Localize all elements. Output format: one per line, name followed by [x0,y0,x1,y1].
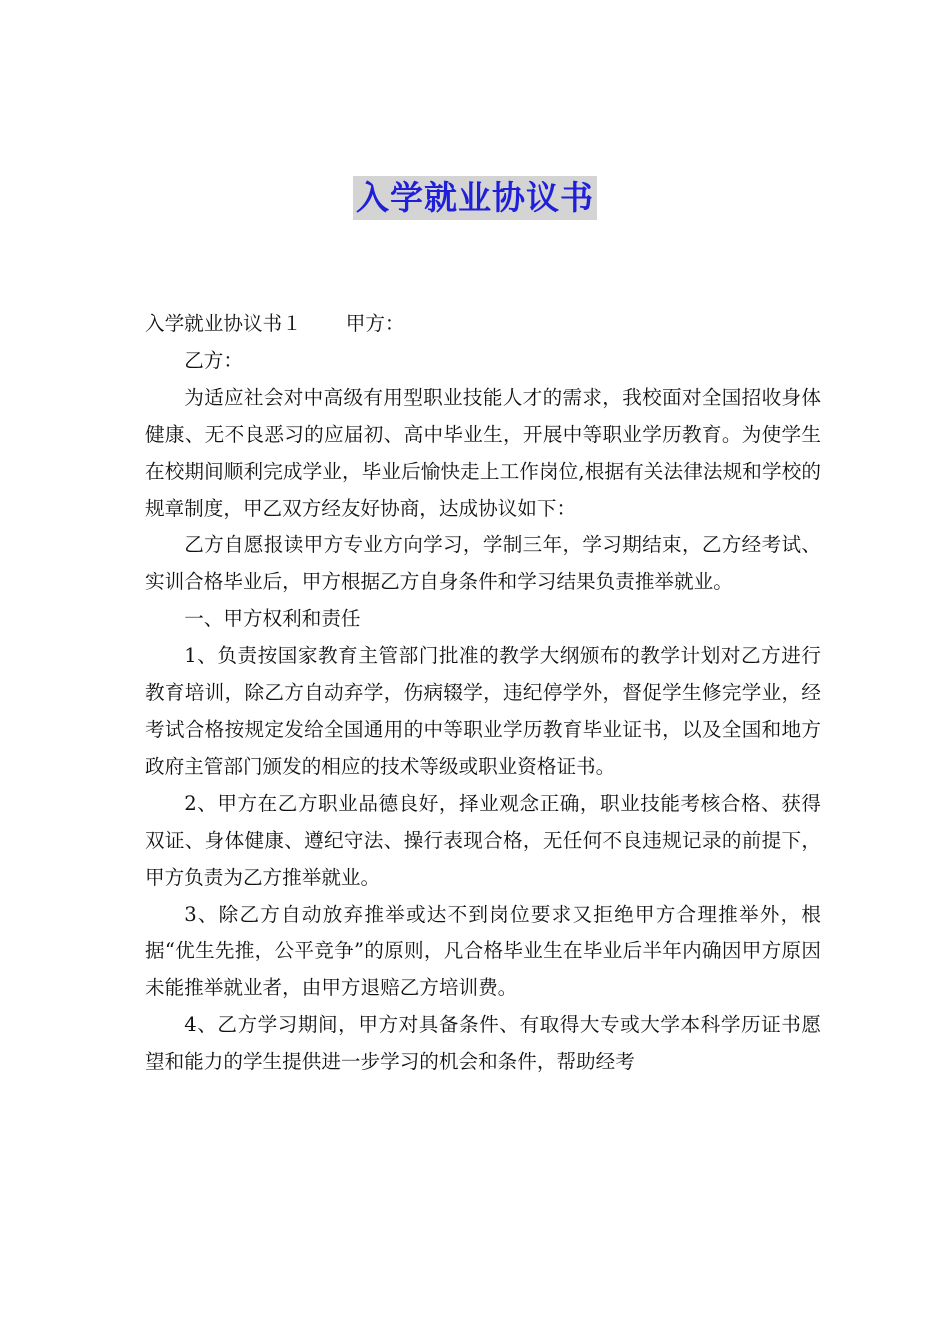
clause-4: 4、乙方学习期间，甲方对具备条件、有取得大专或大学本科学历证书愿望和能力的学生提供进一步学习的机会和条件，帮助经考 [145,1013,821,1074]
agreement-label: 入学就业协议书１ [145,312,302,335]
paragraph-intro: 为适应社会对中高级有用型职业技能人才的需求，我校面对全国招收身体健康、无不良恶习的应届初、高中毕业生，开展中等职业学历教育。为使学生在校期间顺利完成学业，毕业后愉快走上工作岗位,根据有关法律法规和学校的规章制度，甲乙双方经友好协商，达成协议如下： [145,385,821,520]
document-title: 入学就业协议书 [353,176,597,220]
clause-1: 1、负责按国家教育主管部门批准的教学大纲颁布的教学计划对乙方进行教育培训，除乙方自动弃学，伤病辍学，违纪停学外，督促学生修完学业，经考试合格按规定发给全国通用的中等职业学历教育毕业证书，以及全国和地方政府主管部门颁发的相应的技术等级或职业资格证书。 [145,644,821,778]
clause-3: 3、除乙方自动放弃推举或达不到岗位要求又拒绝甲方合理推举外，根据“优生先推，公平竞争”的原则，凡合格毕业生在毕业后半年内确因甲方原因未能推举就业者，由甲方退赔乙方培训费。 [145,902,821,1000]
document-body [145,306,821,1081]
party-b-label: 乙方： [184,348,243,372]
clause-2: 2、甲方在乙方职业品德良好，择业观念正确，职业技能考核合格、获得双证、身体健康、遵纪守法、操行表现合格，无任何不良违规记录的前提下，甲方负责为乙方推举就业。 [145,791,821,889]
party-a-label: 甲方： [345,312,405,335]
header-line [145,306,821,343]
title-container [0,176,950,220]
section-heading-party-a: 一、甲方权利和责任 [184,607,361,631]
paragraph-enrollment: 乙方自愿报读甲方专业方向学习，学制三年，学习期结束，乙方经考试、实训合格毕业后，甲方根据乙方自身条件和学习结果负责推举就业。 [145,533,821,594]
